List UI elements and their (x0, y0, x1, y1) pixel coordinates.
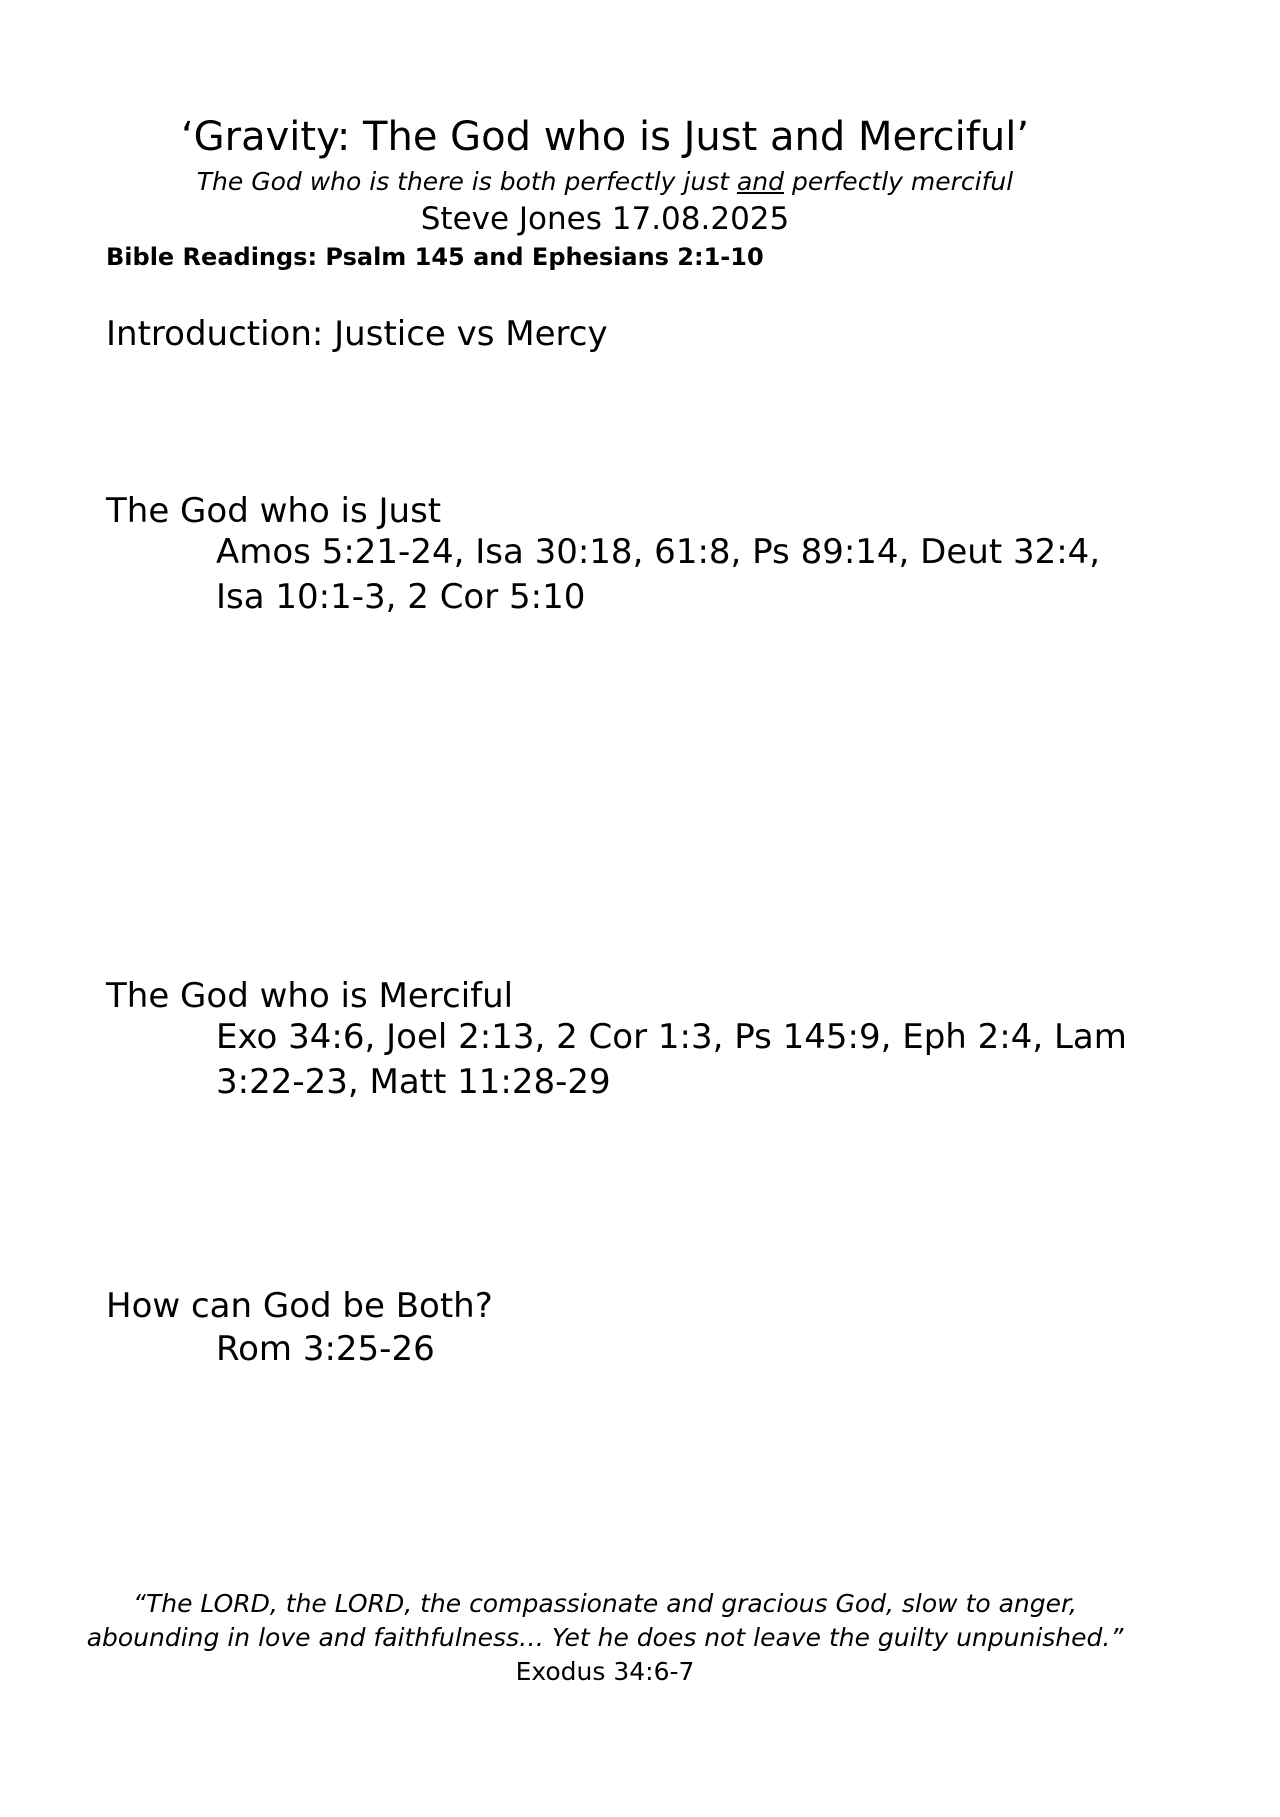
section-references-just: Amos 5:21-24, Isa 30:18, 61:8, Ps 89:14, Deut 32:4, Isa 10:1-3, 2 Cor 5:10 (216, 532, 1101, 617)
subtitle-underlined-word: and (736, 167, 785, 196)
section-heading-both: How can God be Both? (106, 1286, 493, 1326)
document-subtitle (0, 167, 1210, 197)
section-references-merciful: Exo 34:6, Joel 2:13, 2 Cor 1:3, Ps 145:9, Eph 2:4, Lam 3:22-23, Matt 11:28-29 (216, 1017, 1127, 1102)
subtitle-text-after: perfectly merciful (784, 167, 1014, 196)
footer-quote (0, 1587, 1210, 1655)
footer-quote-line-2: abounding in love and faithfulness… Yet he does not leave the guilty unpunished.” (86, 1623, 1124, 1652)
author-date: Steve Jones 17.08.2025 (420, 201, 790, 237)
section-heading-just: The God who is Just (106, 491, 442, 531)
subtitle-text-before: The God who is there is both perfectly just (196, 167, 737, 196)
document-title: ‘Gravity: The God who is Just and Merciful’ (180, 114, 1030, 160)
section-references-both: Rom 3:25-26 (216, 1329, 435, 1369)
footer-quote-reference: Exodus 34:6-7 (515, 1657, 695, 1686)
footer-quote-line-1: “The LORD, the LORD, the compassionate and gracious God, slow to anger, (133, 1589, 1077, 1618)
section-heading-merciful: The God who is Merciful (106, 976, 514, 1016)
section-heading-introduction: Introduction: Justice vs Mercy (106, 314, 608, 354)
bible-readings: Bible Readings: Psalm 145 and Ephesians 2:1-10 (106, 243, 764, 271)
